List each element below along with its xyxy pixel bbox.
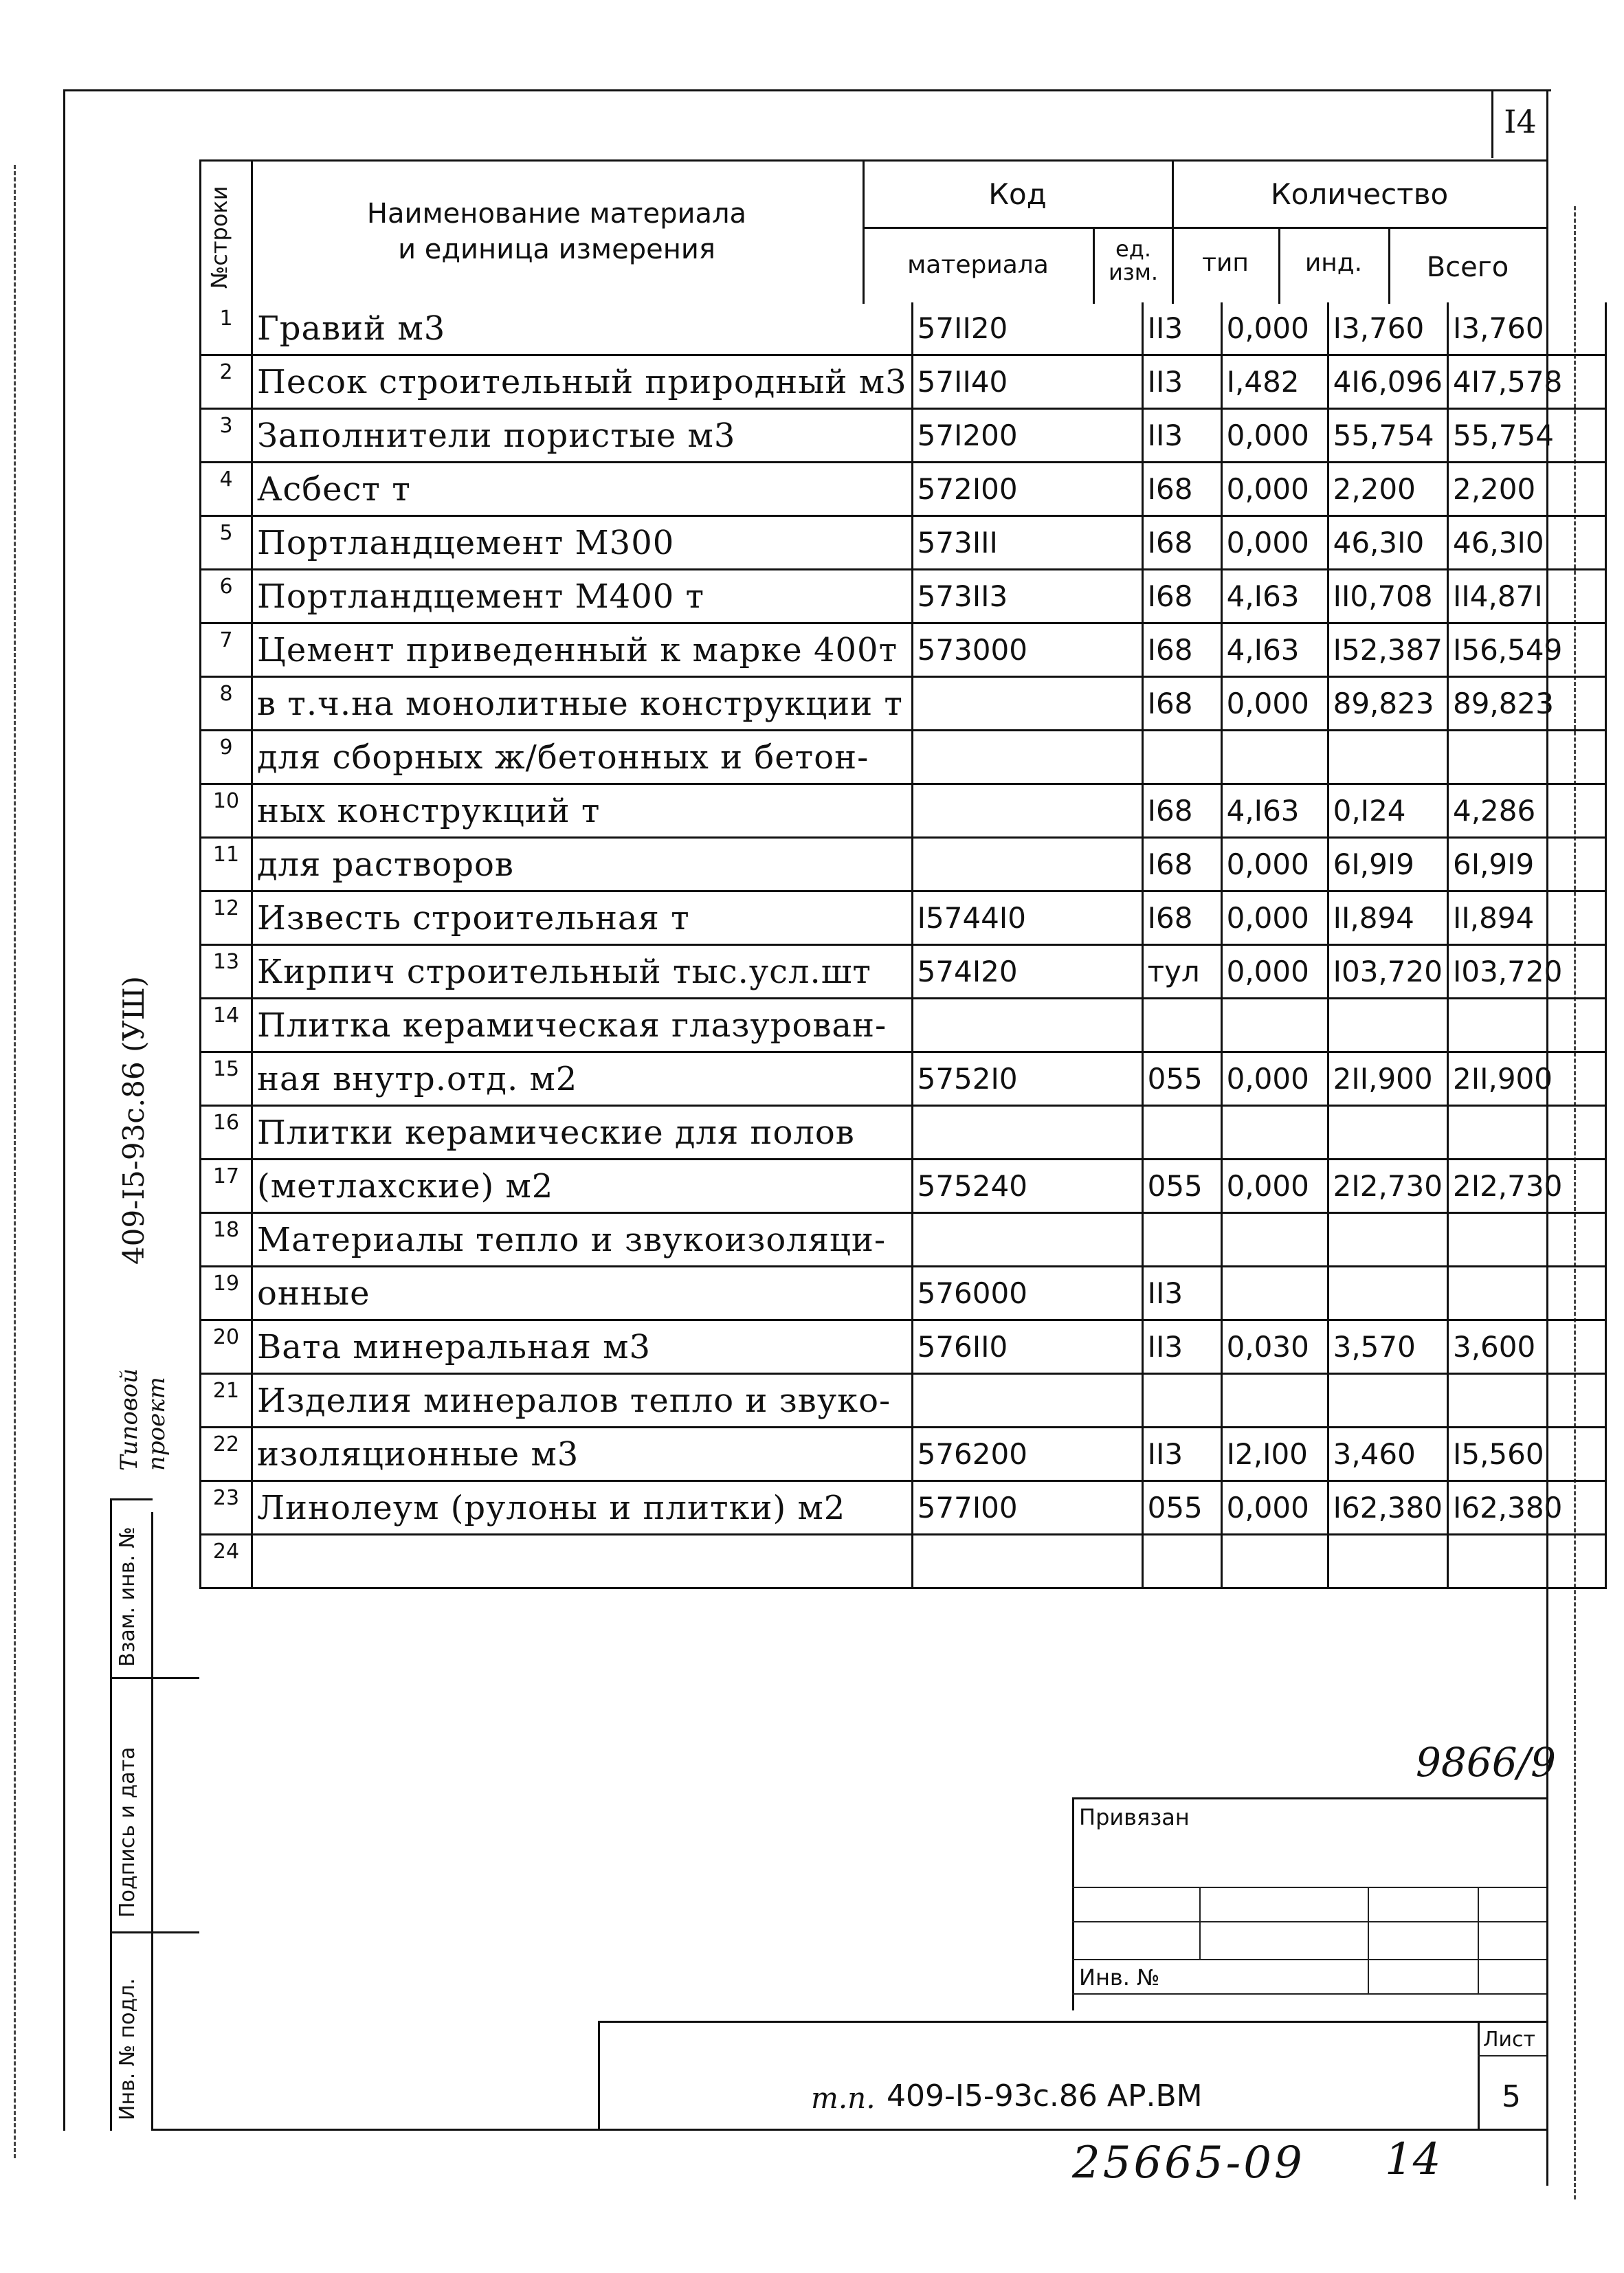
row-qty-ind: 2,200 bbox=[1328, 463, 1447, 516]
row-number: 10 bbox=[201, 784, 252, 838]
inv-box-sep2 bbox=[110, 1931, 199, 1933]
row-qty-total: 4I7,578 bbox=[1447, 355, 1605, 409]
row-number: 16 bbox=[201, 1106, 252, 1160]
row-name: Плитка керамическая глазурован- bbox=[252, 999, 913, 1052]
row-qty-total: I3,760 bbox=[1447, 302, 1605, 355]
row-qty-total bbox=[1447, 999, 1605, 1052]
row-qty-typ: 0,000 bbox=[1221, 891, 1328, 945]
row-name: изоляционные м3 bbox=[252, 1428, 913, 1481]
row-name: Кирпич строительный тыс.усл.шт bbox=[252, 945, 913, 999]
table-row bbox=[201, 1374, 1606, 1428]
row-code: I5744I0 bbox=[912, 891, 1142, 945]
row-code: 572I00 bbox=[912, 463, 1142, 516]
stamp-row-line-3 bbox=[1072, 1959, 1546, 1960]
row-qty-typ bbox=[1221, 1106, 1328, 1160]
row-qty-ind bbox=[1328, 731, 1447, 784]
header-q-total: Всего bbox=[1426, 252, 1509, 283]
row-unit: II3 bbox=[1142, 1320, 1221, 1374]
row-qty-typ: 0,000 bbox=[1221, 838, 1328, 891]
row-qty-ind: 46,3I0 bbox=[1328, 516, 1447, 570]
row-number: 2 bbox=[201, 355, 252, 409]
row-qty-total: I03,720 bbox=[1447, 945, 1605, 999]
row-number: 9 bbox=[201, 731, 252, 784]
row-qty-typ: 0,000 bbox=[1221, 302, 1328, 355]
row-qty-ind: 89,823 bbox=[1328, 677, 1447, 731]
row-code: 573III bbox=[912, 516, 1142, 570]
row-unit bbox=[1142, 731, 1221, 784]
row-code: 573000 bbox=[912, 623, 1142, 677]
stamp-col-line-2 bbox=[1368, 1887, 1369, 1993]
row-number: 7 bbox=[201, 623, 252, 677]
row-qty-ind: I52,387 bbox=[1328, 623, 1447, 677]
table-row bbox=[201, 516, 1606, 570]
row-name: Портландцемент М300 bbox=[252, 516, 913, 570]
row-unit bbox=[1142, 1213, 1221, 1267]
frame-top-line bbox=[63, 89, 1551, 91]
row-number: 17 bbox=[201, 1160, 252, 1213]
row-unit: тул bbox=[1142, 945, 1221, 999]
row-name: в т.ч.на монолитные конструкции т bbox=[252, 677, 913, 731]
row-unit: I68 bbox=[1142, 838, 1221, 891]
row-qty-typ: I2,I00 bbox=[1221, 1428, 1328, 1481]
handwritten-sheet-number: 9866/9 bbox=[1416, 1739, 1557, 1786]
row-qty-total: 6I,9I9 bbox=[1447, 838, 1605, 891]
row-qty-total bbox=[1447, 1374, 1605, 1428]
row-unit bbox=[1142, 1535, 1221, 1588]
inv-box-left bbox=[110, 1498, 112, 2131]
title-box-bottom bbox=[151, 2129, 1548, 2131]
inv-box-sep1 bbox=[110, 1677, 199, 1679]
row-code: 57II20 bbox=[912, 302, 1142, 355]
row-unit: II3 bbox=[1142, 1428, 1221, 1481]
row-qty-total bbox=[1447, 1535, 1605, 1588]
row-qty-ind bbox=[1328, 1213, 1447, 1267]
stamp-left-line bbox=[1072, 1797, 1074, 2010]
row-qty-ind: I03,720 bbox=[1328, 945, 1447, 999]
doc-prefix: т.п. bbox=[811, 2081, 876, 2115]
binding-dash-left bbox=[14, 165, 16, 2158]
sheet-value: 5 bbox=[1502, 2079, 1521, 2114]
row-number: 18 bbox=[201, 1213, 252, 1267]
row-qty-typ: 4,I63 bbox=[1221, 784, 1328, 838]
row-unit: I68 bbox=[1142, 516, 1221, 570]
row-name: Линолеум (рулоны и плитки) м2 bbox=[252, 1481, 913, 1535]
table-row bbox=[201, 999, 1606, 1052]
row-unit bbox=[1142, 1106, 1221, 1160]
row-code: 574I20 bbox=[912, 945, 1142, 999]
table-row bbox=[201, 409, 1606, 463]
row-name bbox=[252, 1535, 913, 1588]
row-code: 577I00 bbox=[912, 1481, 1142, 1535]
row-code: 57I200 bbox=[912, 409, 1142, 463]
side-project-code: 409-I5-93с.86 (УШ) bbox=[117, 975, 151, 1265]
table-row bbox=[201, 1160, 1606, 1213]
header-code-material: материала bbox=[907, 251, 1049, 279]
table-row bbox=[201, 784, 1606, 838]
bottom-handwritten-page: 14 bbox=[1385, 2134, 1441, 2185]
bottom-handwritten-number: 25665-09 bbox=[1072, 2138, 1305, 2188]
table-row bbox=[201, 891, 1606, 945]
row-number: 4 bbox=[201, 463, 252, 516]
doc-code: 409-I5-93с.86 АР.ВМ bbox=[887, 2078, 1203, 2114]
row-qty-typ bbox=[1221, 999, 1328, 1052]
row-unit bbox=[1142, 1374, 1221, 1428]
row-qty-typ: 0,000 bbox=[1221, 409, 1328, 463]
table-row bbox=[201, 1052, 1606, 1106]
header-name-line2: и единица измерения bbox=[398, 234, 715, 265]
row-qty-typ: 4,I63 bbox=[1221, 570, 1328, 623]
sheet-box-sep bbox=[1478, 2055, 1546, 2056]
row-name: Изделия минералов тепло и звуко- bbox=[252, 1374, 913, 1428]
row-qty-typ: 0,000 bbox=[1221, 1160, 1328, 1213]
row-qty-total: 2I2,730 bbox=[1447, 1160, 1605, 1213]
row-code bbox=[912, 1374, 1142, 1428]
row-qty-typ: 0,000 bbox=[1221, 677, 1328, 731]
side-project-type: Типовой проект bbox=[115, 1368, 170, 1471]
row-number: 5 bbox=[201, 516, 252, 570]
row-qty-typ bbox=[1221, 731, 1328, 784]
row-name: онные bbox=[252, 1267, 913, 1320]
row-qty-total: 3,600 bbox=[1447, 1320, 1605, 1374]
table-row bbox=[201, 1267, 1606, 1320]
row-code bbox=[912, 1106, 1142, 1160]
row-name: ных конструкций т bbox=[252, 784, 913, 838]
row-qty-total: I56,549 bbox=[1447, 623, 1605, 677]
row-name: Известь строительная т bbox=[252, 891, 913, 945]
table-row bbox=[201, 1106, 1606, 1160]
row-name: для растворов bbox=[252, 838, 913, 891]
row-number: 12 bbox=[201, 891, 252, 945]
row-qty-ind: I62,380 bbox=[1328, 1481, 1447, 1535]
row-unit bbox=[1142, 999, 1221, 1052]
table-row bbox=[201, 355, 1606, 409]
row-number: 1 bbox=[201, 302, 252, 355]
side-inv-replace: Взам. инв. № bbox=[115, 1527, 140, 1667]
row-code: 5752I0 bbox=[912, 1052, 1142, 1106]
row-unit: I68 bbox=[1142, 677, 1221, 731]
row-qty-typ bbox=[1221, 1267, 1328, 1320]
row-code bbox=[912, 731, 1142, 784]
stamp-row-line-4 bbox=[1072, 1993, 1546, 1995]
row-unit: II3 bbox=[1142, 1267, 1221, 1320]
header-quantity: Количество bbox=[1270, 177, 1449, 211]
row-code: 57II40 bbox=[912, 355, 1142, 409]
row-qty-typ: 0,000 bbox=[1221, 463, 1328, 516]
page-number-top: I4 bbox=[1504, 103, 1537, 140]
row-qty-ind: 3,460 bbox=[1328, 1428, 1447, 1481]
stamp-top-line bbox=[1072, 1797, 1546, 1799]
row-qty-ind bbox=[1328, 1267, 1447, 1320]
table-row bbox=[201, 463, 1606, 516]
row-number: 20 bbox=[201, 1320, 252, 1374]
row-name: Заполнители пористые м3 bbox=[252, 409, 913, 463]
row-qty-typ bbox=[1221, 1535, 1328, 1588]
row-qty-total: 89,823 bbox=[1447, 677, 1605, 731]
row-name: для сборных ж/бетонных и бетон- bbox=[252, 731, 913, 784]
row-qty-ind: I3,760 bbox=[1328, 302, 1447, 355]
row-qty-total: I5,560 bbox=[1447, 1428, 1605, 1481]
header-row-number: №строки bbox=[206, 186, 232, 289]
table-row bbox=[201, 1428, 1606, 1481]
row-qty-ind bbox=[1328, 999, 1447, 1052]
table-row bbox=[201, 677, 1606, 731]
row-qty-ind: 2I2,730 bbox=[1328, 1160, 1447, 1213]
stamp-row-line-1 bbox=[1072, 1887, 1546, 1888]
table-row bbox=[201, 1535, 1606, 1588]
row-name: Песок строительный природный м3 bbox=[252, 355, 913, 409]
inv-box-top bbox=[110, 1498, 153, 1500]
row-qty-ind: 6I,9I9 bbox=[1328, 838, 1447, 891]
row-code: 573II3 bbox=[912, 570, 1142, 623]
row-qty-total: II,894 bbox=[1447, 891, 1605, 945]
row-qty-typ: I,482 bbox=[1221, 355, 1328, 409]
frame-left-line bbox=[63, 89, 65, 2131]
row-number: 19 bbox=[201, 1267, 252, 1320]
header-col-line-4 bbox=[1093, 227, 1095, 304]
table-row bbox=[201, 1481, 1606, 1535]
table-row bbox=[201, 302, 1606, 355]
row-name: Портландцемент М400 т bbox=[252, 570, 913, 623]
title-box-left bbox=[598, 2021, 600, 2131]
row-qty-total: 2,200 bbox=[1447, 463, 1605, 516]
row-number: 11 bbox=[201, 838, 252, 891]
row-qty-total: 4,286 bbox=[1447, 784, 1605, 838]
table-row bbox=[201, 623, 1606, 677]
row-number: 13 bbox=[201, 945, 252, 999]
row-number: 21 bbox=[201, 1374, 252, 1428]
row-name: Вата минеральная м3 bbox=[252, 1320, 913, 1374]
row-code bbox=[912, 677, 1142, 731]
row-name: Асбест т bbox=[252, 463, 913, 516]
row-unit: II3 bbox=[1142, 355, 1221, 409]
header-top-line bbox=[199, 159, 1546, 162]
row-unit: I68 bbox=[1142, 623, 1221, 677]
row-qty-typ bbox=[1221, 1213, 1328, 1267]
row-code bbox=[912, 999, 1142, 1052]
row-qty-ind: 4I6,096 bbox=[1328, 355, 1447, 409]
row-unit: 055 bbox=[1142, 1052, 1221, 1106]
stamp-row-line-2 bbox=[1072, 1921, 1546, 1922]
row-qty-total: I62,380 bbox=[1447, 1481, 1605, 1535]
sheet-label: Лист bbox=[1483, 2028, 1536, 2052]
row-unit: 055 bbox=[1142, 1481, 1221, 1535]
frame-inner-left-line bbox=[151, 1512, 153, 2131]
row-qty-ind bbox=[1328, 1374, 1447, 1428]
header-col-line-1 bbox=[199, 159, 201, 304]
stamp-col-line-3 bbox=[1478, 1887, 1479, 1993]
row-qty-typ: 0,000 bbox=[1221, 945, 1328, 999]
row-qty-ind bbox=[1328, 1535, 1447, 1588]
row-number: 8 bbox=[201, 677, 252, 731]
materials-table bbox=[199, 302, 1607, 1589]
row-name: (метлахские) м2 bbox=[252, 1160, 913, 1213]
row-number: 23 bbox=[201, 1481, 252, 1535]
row-name: Плитки керамические для полов bbox=[252, 1106, 913, 1160]
row-name: Цемент приведенный к марке 400т bbox=[252, 623, 913, 677]
table-row bbox=[201, 731, 1606, 784]
header-code: Код bbox=[988, 177, 1047, 211]
stamp-tied-label: Привязан bbox=[1079, 1804, 1190, 1830]
row-unit: I68 bbox=[1142, 784, 1221, 838]
header-col-line-2 bbox=[251, 159, 253, 304]
row-unit: I68 bbox=[1142, 891, 1221, 945]
table-row bbox=[201, 1213, 1606, 1267]
row-qty-ind bbox=[1328, 1106, 1447, 1160]
row-qty-typ: 4,I63 bbox=[1221, 623, 1328, 677]
table-row bbox=[201, 945, 1606, 999]
row-code: 576200 bbox=[912, 1428, 1142, 1481]
row-unit: 055 bbox=[1142, 1160, 1221, 1213]
row-qty-total bbox=[1447, 731, 1605, 784]
row-qty-typ: 0,000 bbox=[1221, 1481, 1328, 1535]
row-qty-ind: II0,708 bbox=[1328, 570, 1447, 623]
sheet-box-left bbox=[1478, 2021, 1480, 2131]
row-number: 15 bbox=[201, 1052, 252, 1106]
header-mid-line bbox=[863, 227, 1546, 229]
row-qty-ind: 2II,900 bbox=[1328, 1052, 1447, 1106]
row-qty-total bbox=[1447, 1267, 1605, 1320]
table-row bbox=[201, 570, 1606, 623]
row-code bbox=[912, 1535, 1142, 1588]
row-qty-typ: 0,000 bbox=[1221, 1052, 1328, 1106]
row-code: 576000 bbox=[912, 1267, 1142, 1320]
row-qty-typ: 0,000 bbox=[1221, 516, 1328, 570]
row-name: ная внутр.отд. м2 bbox=[252, 1052, 913, 1106]
table-row bbox=[201, 1320, 1606, 1374]
header-q-typ: тип bbox=[1202, 249, 1249, 277]
row-qty-typ: 0,030 bbox=[1221, 1320, 1328, 1374]
row-qty-total: 2II,900 bbox=[1447, 1052, 1605, 1106]
row-qty-total: II4,87I bbox=[1447, 570, 1605, 623]
stamp-col-line-1 bbox=[1199, 1887, 1201, 1959]
row-number: 24 bbox=[201, 1535, 252, 1588]
row-number: 6 bbox=[201, 570, 252, 623]
stamp-inv-no-label: Инв. № bbox=[1079, 1964, 1160, 1991]
row-qty-total: 55,754 bbox=[1447, 409, 1605, 463]
row-code: 575240 bbox=[912, 1160, 1142, 1213]
header-name-line1: Наименование материала bbox=[366, 198, 747, 230]
row-number: 3 bbox=[201, 409, 252, 463]
row-qty-total bbox=[1447, 1213, 1605, 1267]
table-row bbox=[201, 838, 1606, 891]
row-number: 22 bbox=[201, 1428, 252, 1481]
row-name: Материалы тепло и звукоизоляци- bbox=[252, 1213, 913, 1267]
row-code bbox=[912, 838, 1142, 891]
row-code: 576II0 bbox=[912, 1320, 1142, 1374]
row-name: Гравий м3 bbox=[252, 302, 913, 355]
row-qty-ind: 0,I24 bbox=[1328, 784, 1447, 838]
row-code bbox=[912, 784, 1142, 838]
row-unit: I68 bbox=[1142, 463, 1221, 516]
row-qty-total bbox=[1447, 1106, 1605, 1160]
row-qty-ind: 3,570 bbox=[1328, 1320, 1447, 1374]
row-qty-total: 46,3I0 bbox=[1447, 516, 1605, 570]
row-qty-ind: II,894 bbox=[1328, 891, 1447, 945]
row-unit: I68 bbox=[1142, 570, 1221, 623]
side-sign-date: Подпись и дата bbox=[115, 1747, 140, 1918]
title-box-top bbox=[598, 2021, 1546, 2023]
row-code bbox=[912, 1213, 1142, 1267]
row-number: 14 bbox=[201, 999, 252, 1052]
row-unit: II3 bbox=[1142, 409, 1221, 463]
row-qty-typ bbox=[1221, 1374, 1328, 1428]
header-q-ind: инд. bbox=[1304, 249, 1363, 277]
header-code-unit: ед. изм. bbox=[1108, 236, 1159, 285]
row-qty-ind: 55,754 bbox=[1328, 409, 1447, 463]
row-unit: II3 bbox=[1142, 302, 1221, 355]
side-inv-orig: Инв. № подл. bbox=[115, 1978, 140, 2120]
